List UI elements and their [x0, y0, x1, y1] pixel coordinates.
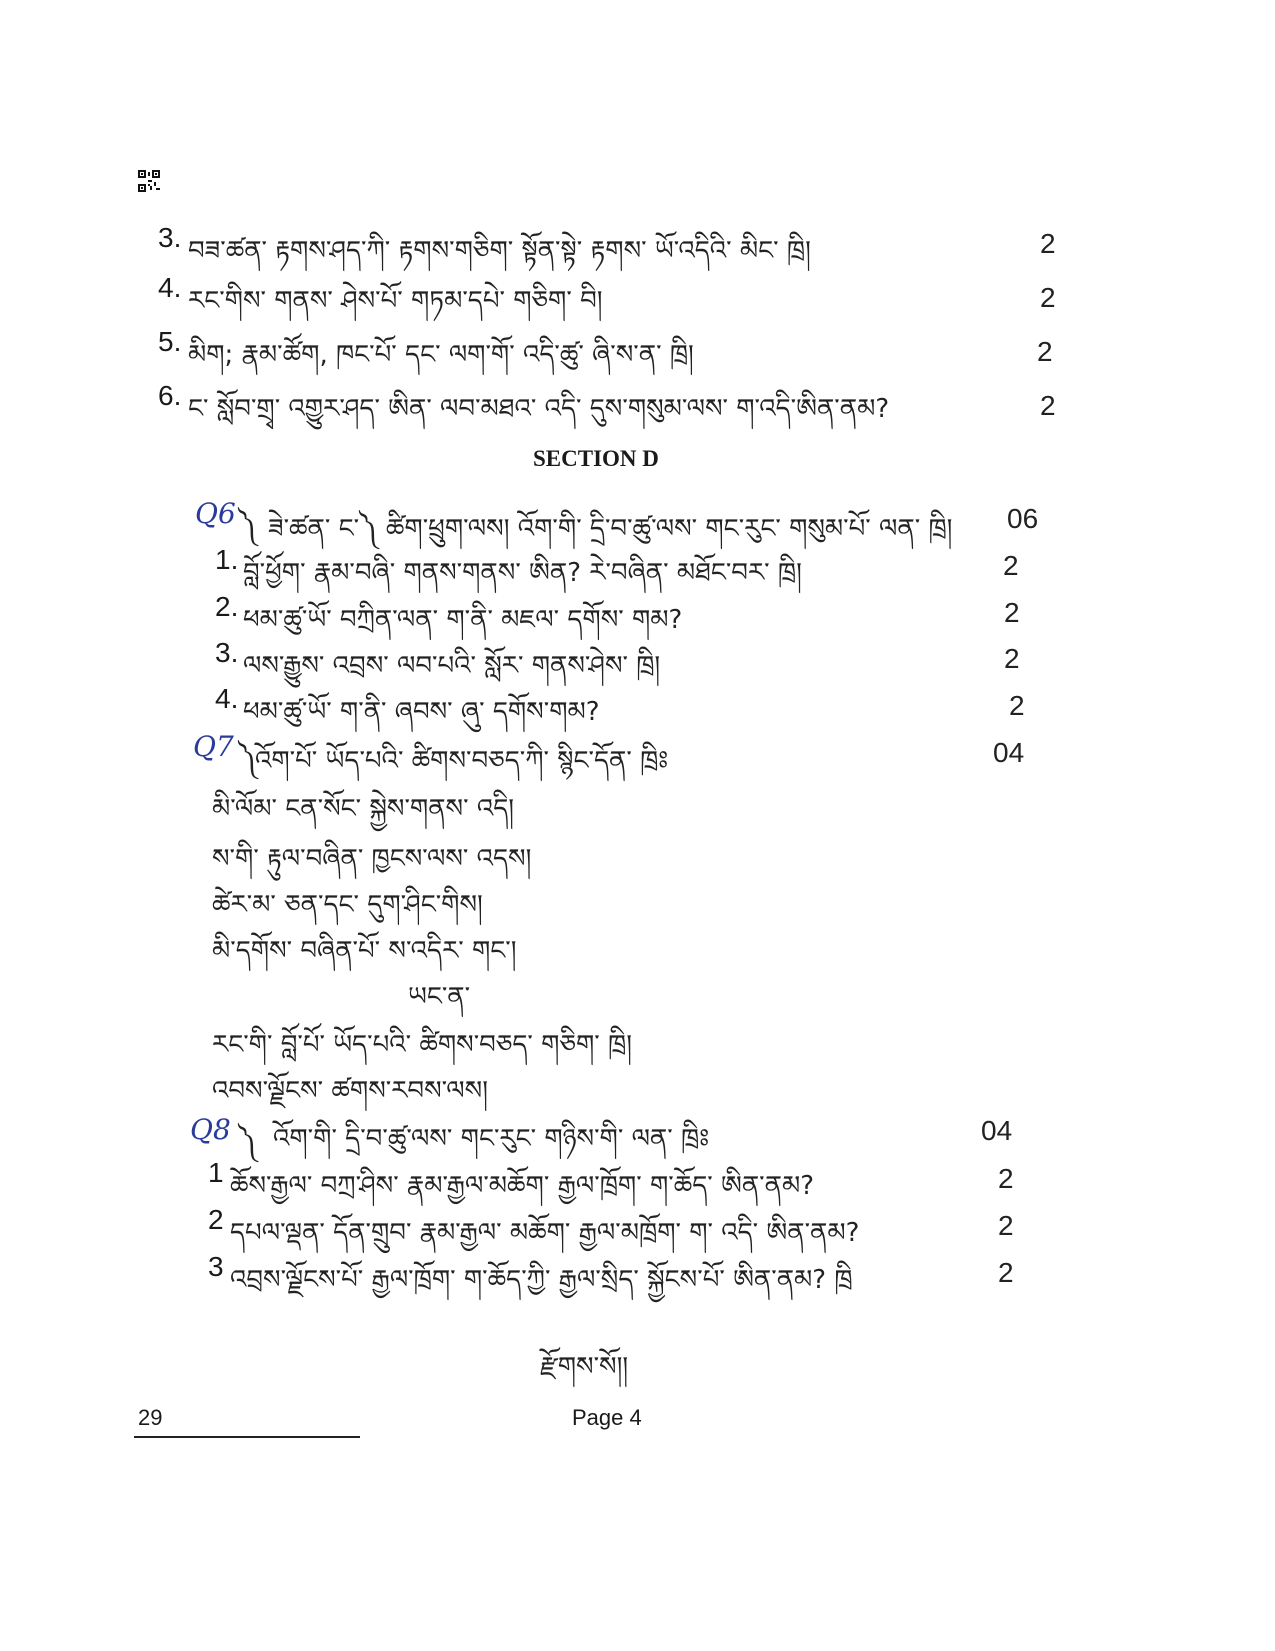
item-number: 4.: [158, 272, 182, 303]
question-label: Q7: [193, 730, 234, 763]
item-text: བཟ་ཚན་ རྟགས་ཤད་ཀི་ རྟགས་གཅིག་ སྟོན་སྟེ་ རྟགས་ ཡོ་འདིའི་ མིང་ ཁྲི།: [188, 236, 811, 266]
verse-line: མི་ལོམ་ ངན་སོང་ སྐྱེས་གནས་ འདི།: [212, 794, 515, 824]
sub-text: ཕམ་ཚུ་ཡོ་ བཀྲིན་ལན་ ག་ནི་ མཇལ་ དགོས་ གམ?: [243, 605, 683, 635]
question-text: ཟེ་ཚན་ ང་༽ ཚིག་ཕྲུག་ལས། འོག་གི་ དྲི་བ་ཚུ་ལས་ གང་རུང་ གསུམ་པོ་ ལན་ ཁྲི།: [268, 514, 953, 544]
item-text: རང་གིས་ གནས་ ཤེས་པོ་ གཏམ་དཔེ་ གཅིག་ བི།: [188, 286, 603, 316]
verse-line: ས་གི་ རྟུལ་བཞིན་ ཁྱངས་ལས་ འདས།: [212, 844, 532, 874]
section-title: SECTION D: [533, 446, 659, 471]
sub-marks: 2: [1003, 550, 1019, 581]
sub-number: 2: [208, 1204, 224, 1235]
question-label: Q6: [195, 497, 236, 530]
end-mark: རྫོགས་སོ།།: [540, 1352, 629, 1382]
verse-line: ཚེར་མ་ ཅན་དང་ དུག་ཤིང་གིས།: [212, 890, 483, 920]
sub-marks: 2: [1004, 597, 1020, 628]
item-marks: 2: [1040, 228, 1056, 259]
sub-number: 3.: [215, 637, 239, 668]
question-text: འོག་པོ་ ཡོད་པའི་ ཚིགས་བཅད་ཀི་ སྙིང་དོན་ ཁྲིཿ: [255, 746, 669, 776]
qr-code-icon: [138, 170, 160, 192]
sub-number: 1: [208, 1157, 224, 1188]
item-number: 3.: [158, 222, 182, 253]
sub-number: 3: [208, 1251, 224, 1282]
sub-text: འབྲས་ལྗོངས་པོ་ རྒྱལ་ཁྲོག་ ག་ཆོད་ཀྱི་ རྒྱལ་སྲིད་ སྐྱོངས་པོ་ ཨིན་ནམ? ཁྲི: [230, 1265, 853, 1295]
question-bracket: ༽: [238, 511, 257, 541]
page-number: Page 4: [572, 1405, 642, 1430]
item-number: 5.: [158, 326, 182, 357]
sub-text: ཆོས་རྒྱལ་ བཀྲ་ཤིས་ རྣམ་རྒྱལ་མཆོག་ རྒྱལ་ཁྲོག་ ག་ཆོད་ ཨིན་ནམ?: [230, 1171, 815, 1201]
alternative-question: རང་གི་ བློ་པོ་ ཡོད་པའི་ ཚིགས་བཅད་ གཅིག་ ཁྲི།: [212, 1030, 632, 1060]
question-marks: 04: [993, 737, 1025, 768]
item-text: མིག; རྣམ་ཚོག, ཁང་པོ་ དང་ ལག་གོ་ འདི་ཚུ་ ཞི་ས་ན་ ཁྲི།: [188, 340, 694, 370]
paper-code: 29: [138, 1405, 163, 1430]
question-bracket: ༽: [238, 1127, 257, 1157]
question-label: Q8: [190, 1113, 231, 1146]
sub-marks: 2: [998, 1163, 1014, 1194]
item-marks: 2: [1037, 336, 1053, 367]
alternative-source: འབས་ལྗོངས་ ཚགས་རབས་ལས།: [212, 1076, 488, 1106]
sub-text: བློ་ཕྱོག་ རྣམ་བཞི་ གནས་གནས་ ཨིན? རེ་བཞིན་ མཐོང་བར་ ཁྲི།: [243, 558, 802, 588]
question-text: འོག་གི་ དྲི་བ་ཚུ་ལས་ གང་རུང་ གཉིས་གི་ ལན་ ཁྲིཿ: [273, 1124, 710, 1154]
verse-line: མི་དགོས་ བཞིན་པོ་ ས་འདིར་ གང་།: [212, 936, 517, 966]
question-marks: 06: [1007, 503, 1039, 534]
item-marks: 2: [1040, 390, 1056, 421]
sub-marks: 2: [1004, 643, 1020, 674]
question-bracket: ༽: [238, 744, 257, 774]
sub-text: ལས་རྒྱུས་ འབྲས་ ལབ་པའི་ སློར་ གནས་ཤེས་ ཁྲི།: [243, 651, 661, 681]
sub-number: 2.: [215, 591, 239, 622]
question-marks: 04: [981, 1115, 1013, 1146]
sub-marks: 2: [1009, 690, 1025, 721]
footer-rule: [134, 1436, 360, 1438]
sub-text: ཕམ་ཚུ་ཡོ་ ག་ནི་ ཞབས་ ཞུ་ དགོས་གམ?: [243, 697, 600, 727]
sub-number: 1.: [215, 544, 239, 575]
item-number: 6.: [158, 380, 182, 411]
sub-number: 4.: [215, 683, 239, 714]
sub-marks: 2: [998, 1257, 1014, 1288]
sub-marks: 2: [998, 1210, 1014, 1241]
or-separator: ཡང་ན་: [408, 982, 471, 1012]
item-text: ང་ སློབ་གྲྭ་ འགྱུར་ཤད་ ཨིན་ ལབ་མཐའ་ འདི་ དུས་གསུམ་ལས་ ག་འདི་ཨིན་ནམ?: [188, 394, 890, 424]
sub-text: དཔལ་ལྡན་ དོན་གྲུབ་ རྣམ་རྒྱལ་ མཆོག་ རྒྱལ་མཁྲོག་ ག་ འདི་ ཨིན་ནམ?: [230, 1218, 860, 1248]
item-marks: 2: [1040, 282, 1056, 313]
